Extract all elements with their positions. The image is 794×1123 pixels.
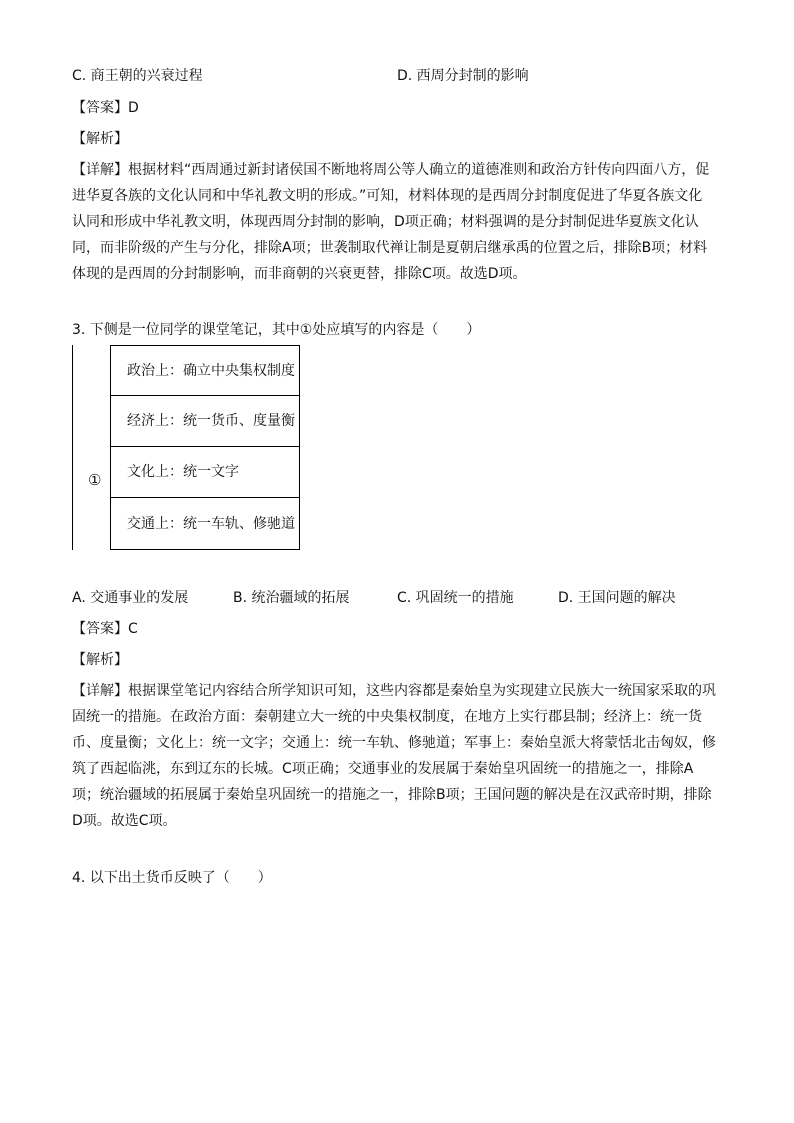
notes-row-text: 文化上：统一文字 (127, 464, 239, 480)
q3-option-d: D. 王国问题的解决 (558, 590, 676, 606)
q2-analysis-heading: 【解析】 (72, 131, 128, 147)
q3-detail (72, 678, 724, 834)
q3-detail-line: 固统一的措施。在政治方面：秦朝建立大一统的中央集权制度，在地方上实行郡县制；经济上：统一货 (72, 709, 702, 725)
q2-detail-line: 【详解】根据材料“西周通过新封诸侯国不断地将周公等人确立的道德准则和政治方针传向四面八方，促 (72, 162, 710, 178)
q3-analysis-heading: 【解析】 (72, 652, 128, 668)
q3-option-c: C. 巩固统一的措施 (397, 590, 514, 606)
q3-option-a: A. 交通事业的发展 (72, 590, 189, 606)
q3-detail-line: 币、度量衡；文化上：统一文字；交通上：统一车轨、修驰道；军事上：秦始皇派大将蒙恬北击匈奴，修 (72, 735, 716, 751)
notes-table-marker: ① (88, 471, 102, 489)
q4-question: 4. 以下出土货币反映了（ ） (72, 870, 272, 886)
notes-row-text: 政治上：确立中央集权制度 (127, 362, 295, 379)
notes-table-left-border (72, 345, 73, 550)
notes-table-row (110, 395, 300, 447)
q3-detail-line: 项；统治疆域的拓展属于秦始皇巩固统一的措施之一，排除B项；王国问题的解决是在汉武帝时期，排除 (72, 787, 712, 803)
q2-detail-line: 认同和形成中华礼教文明，体现西周分封制的影响，D项正确；材料强调的是分封制促进华夏族文化认 (72, 214, 699, 230)
q2-answer: 【答案】D (72, 100, 139, 116)
q3-option-b: B. 统治疆域的拓展 (233, 590, 350, 606)
q3-detail-line: 筑了西起临洮，东到辽东的长城。C项正确；交通事业的发展属于秦始皇巩固统一的措施之一，排除A (72, 761, 694, 777)
notes-table-row (110, 497, 300, 550)
q2-detail-line: 体现的是西周的分封制影响，而非商朝的兴衰更替，排除C项。故选D项。 (72, 266, 527, 282)
notes-row-text: 经济上：统一货币、度量衡 (127, 413, 295, 429)
q2-detail-line: 同，而非阶级的产生与分化，排除A项；世袭制取代禅让制是夏朝启继承禹的位置之后，排除B项；材料 (72, 240, 708, 256)
q2-detail-line: 进华夏各族的文化认同和中华礼教文明的形成。”可知，材料体现的是西周分封制度促进了华夏各族文化 (72, 188, 703, 204)
q3-detail-line: 【详解】根据课堂笔记内容结合所学知识可知，这些内容都是秦始皇为实现建立民族大一统国家采取的巩 (72, 683, 716, 699)
notes-row-text: 交通上：统一车轨、修驰道 (127, 515, 295, 532)
q3-answer: 【答案】C (72, 621, 138, 637)
q2-option-d: D. 西周分封制的影响 (397, 68, 529, 84)
notes-table-row (110, 345, 300, 396)
q2-detail (72, 157, 724, 287)
q3-question: 3. 下侧是一位同学的课堂笔记，其中①处应填写的内容是（ ） (72, 322, 481, 338)
q3-detail-line: D项。故选C项。 (72, 813, 177, 829)
notes-table-row (110, 446, 300, 498)
q2-option-c: C. 商王朝的兴衰过程 (72, 68, 203, 84)
